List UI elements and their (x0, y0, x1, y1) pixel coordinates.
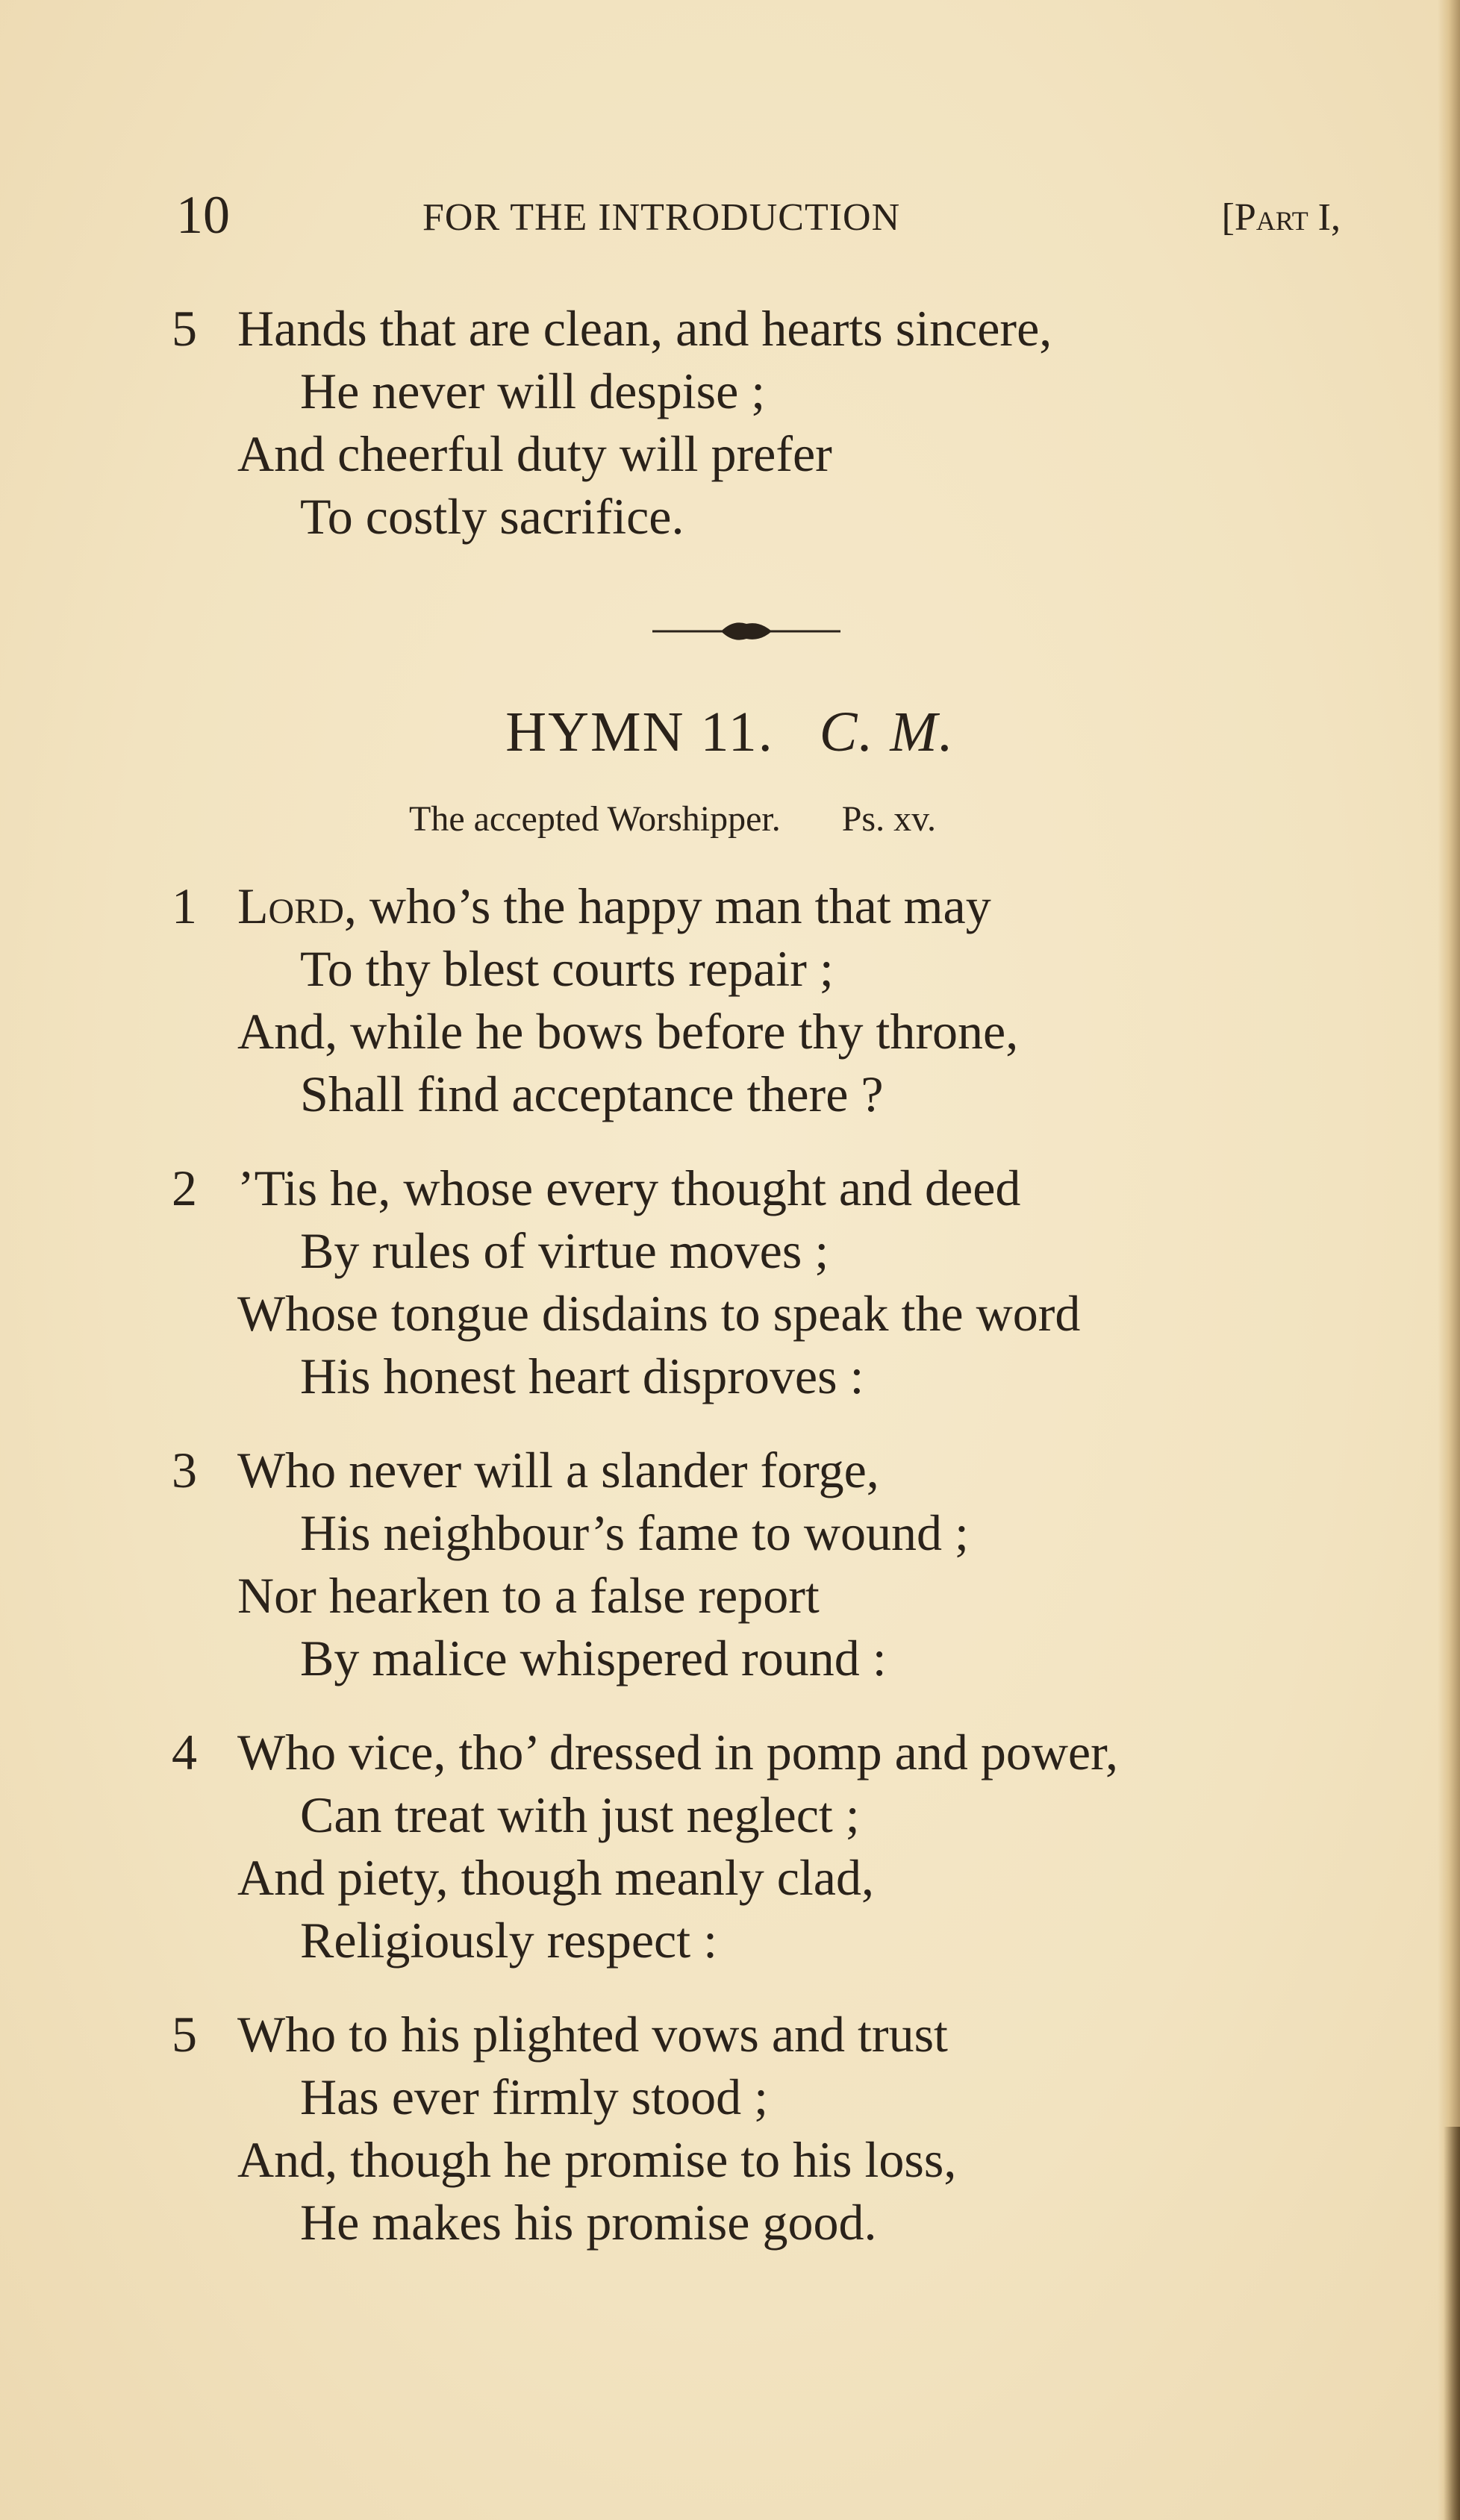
hymn-meter: C. M. (819, 701, 955, 763)
hymn-number: HYMN 11. (505, 701, 774, 763)
stanza-line (172, 1063, 1336, 1125)
stanza-line (172, 1564, 1336, 1627)
line-text: He never will despise ; (300, 363, 766, 419)
stanza-line (172, 1157, 1336, 1219)
stanza-line (172, 1282, 1336, 1345)
stanza-number: 4 (172, 1724, 197, 1780)
line-text: And, while he bows before thy throne, (237, 1003, 1019, 1060)
running-header (176, 185, 1341, 245)
stanza-line (172, 422, 1336, 485)
stanza-line (172, 937, 1336, 1000)
line-text: Hands that are clean, and hearts sincere, (237, 300, 1052, 357)
line-rest: who’s the happy man that may (356, 878, 991, 934)
subtitle-text: The accepted Worshipper. (409, 799, 781, 839)
line-text: His neighbour’s fame to wound ; (300, 1504, 969, 1561)
stanza-number: 5 (172, 2006, 197, 2063)
hymn-stanza-5 (172, 2003, 1336, 2254)
line-text: And piety, though meanly clad, (237, 1849, 874, 1906)
line-text: Religiously respect : (300, 1912, 718, 1969)
hymn-title (0, 698, 1460, 766)
running-title: FOR THE INTRODUCTION (422, 196, 901, 239)
stanza-line (172, 360, 1336, 422)
line-text: Who vice, tho’ dressed in pomp and power, (237, 1724, 1119, 1780)
page-number: 10 (176, 185, 230, 245)
section-label: [Part I, (1221, 196, 1341, 239)
line-text (237, 875, 991, 937)
stanza-line (172, 1000, 1336, 1063)
stanza-line (172, 1909, 1336, 1972)
stanza-line (172, 1219, 1336, 1282)
stanza-line (172, 1345, 1336, 1407)
stanza-line (172, 1627, 1336, 1689)
stanza-number: 3 (172, 1442, 197, 1498)
line-text: By malice whispered round : (300, 1630, 887, 1686)
first-word: Lord, (237, 878, 357, 934)
stanza-line (172, 2191, 1336, 2254)
stanza-line (172, 2003, 1336, 2066)
stanza-line (172, 297, 1336, 360)
stanza-line (172, 485, 1336, 548)
line-text: By rules of virtue moves ; (300, 1222, 829, 1279)
stanza-number: 5 (172, 300, 197, 357)
page-edge-dark (1444, 2127, 1460, 2520)
line-text: And cheerful duty will prefer (237, 425, 832, 482)
line-text: Nor hearken to a false report (237, 1567, 820, 1624)
line-text: To thy blest courts repair ; (300, 940, 834, 997)
hymn-stanza-2 (172, 1157, 1336, 1407)
hymn-stanza-1 (172, 875, 1336, 1125)
stanza-number: 1 (172, 878, 197, 934)
stanza-line (172, 2066, 1336, 2128)
stanza-line (172, 1721, 1336, 1783)
line-text: To costly sacrifice. (300, 488, 684, 545)
line-text: Can treat with just neglect ; (300, 1786, 860, 1843)
line-text: And, though he promise to his loss, (237, 2131, 957, 2188)
line-text: ’Tis he, whose every thought and deed (237, 1160, 1021, 1216)
ornament-divider (649, 613, 843, 649)
hymn-stanza-3 (172, 1439, 1336, 1689)
line-text: He makes his promise good. (300, 2194, 877, 2251)
stanza-line (172, 1783, 1336, 1846)
stanza-line (172, 875, 1336, 937)
line-text: Who never will a slander forge, (237, 1442, 879, 1498)
stanza-line (172, 2128, 1336, 2191)
hymn-subtitle (409, 795, 1155, 843)
stanza-number: 2 (172, 1160, 197, 1216)
ornament-leaf (721, 622, 772, 640)
line-text: Has ever firmly stood ; (300, 2069, 768, 2125)
previous-hymn-stanza-5 (172, 297, 1336, 548)
scripture-reference: Ps. xv. (841, 799, 936, 839)
hymn-stanza-4 (172, 1721, 1336, 1972)
line-text: Whose tongue disdains to speak the word (237, 1285, 1081, 1342)
line-text: His honest heart disproves : (300, 1348, 864, 1404)
stanza-line (172, 1501, 1336, 1564)
stanza-line (172, 1439, 1336, 1501)
line-text: Who to his plighted vows and trust (237, 2006, 948, 2063)
stanza-line (172, 1846, 1336, 1909)
line-text: Shall find acceptance there ? (300, 1066, 884, 1122)
